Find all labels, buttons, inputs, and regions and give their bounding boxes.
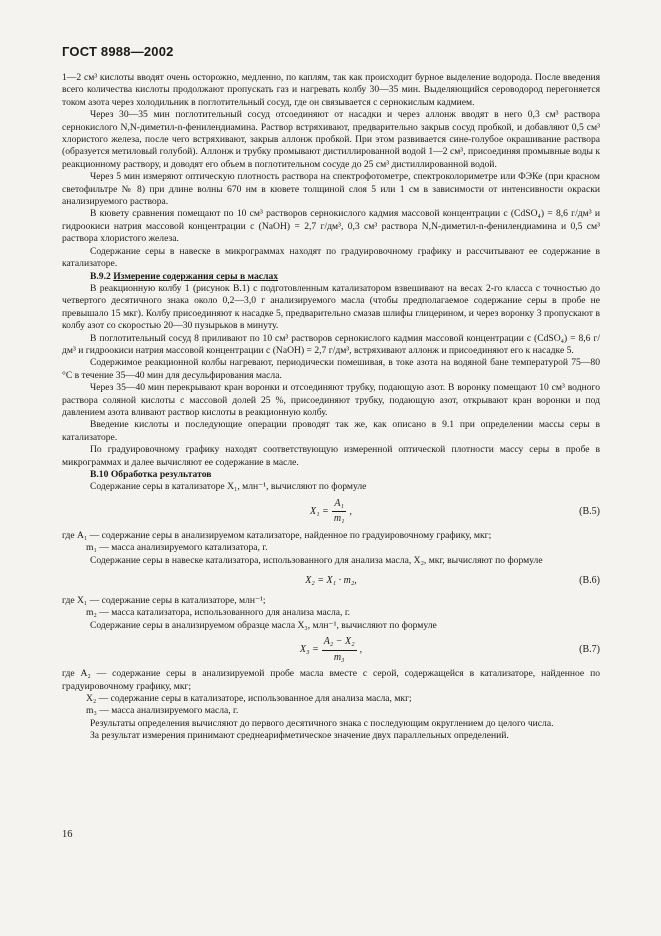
section-number: В.9.2: [90, 270, 111, 282]
paragraph: За результат измерения принимают среднеарифметическое значение двух параллельных определений.: [90, 730, 509, 742]
paragraph: В кювету сравнения помещают по 10 см³ растворов сернокислого кадмия массовой концентрации c (CdSO₄) = 8,6 г/дм³ и гидроокиси натрия массовой концентрации c (NaOH) = 2,7 г/дм³, 0,3 см³ раствора N,N-диметил-n-фенилендиамина и 0,5 см³ раствора хлористого железа.: [62, 208, 600, 245]
paragraph: Введение кислоты и последующие операции проводят так же, как описано в 9.1 при определении массы серы в катализаторе.: [62, 419, 600, 443]
formula-fraction: [332, 498, 347, 526]
formula-explanation: m₁ — масса анализируемого катализатора, г.: [86, 542, 268, 554]
fraction-numerator: A₁: [332, 498, 346, 512]
formula-b7: [62, 632, 600, 668]
formula-number: (В.6): [579, 574, 600, 586]
formula-lhs: X₃ =: [299, 644, 319, 656]
formula-tail: ,: [359, 644, 363, 656]
paragraph: По градуировочному графику находят соответствующую измеренной оптической плотности массу серы в пробе в микрограммах и далее вычисляют ее содержание в масле.: [62, 444, 600, 468]
formula-explanation: m₂ — масса катализатора, использованного для анализа масла, г.: [86, 607, 351, 619]
formula-explanation: m₃ — масса анализируемого масла, г.: [86, 705, 239, 717]
fraction-numerator: A₂ − X₂: [322, 636, 357, 650]
formula-fraction: [322, 636, 357, 664]
formula-lhs: X₁ =: [309, 505, 329, 517]
paragraph: Через 5 мин измеряют оптическую плотность раствора на спектрофотометре, спектроколориметре или ФЭКе (при красном светофильтре № 8) при длине волны 670 нм в кювете толщиной слоя 5 или 1 см в зависимости от интенсивности окраски анализируемого раствора.: [62, 171, 600, 208]
section-title: Измерение содержания серы в маслах: [113, 270, 279, 282]
formula-explanation: X₂ — содержание серы в катализаторе, использованное для анализа масла, мкг;: [86, 693, 412, 705]
section-heading: [62, 271, 600, 283]
formula-explanation: где X₁ — содержание серы в катализаторе, млн⁻¹;: [62, 595, 266, 607]
paragraph: Содержание серы в навеске в микрограммах находят по градуировочному графику и рассчитывают ее содержание в катализаторе.: [62, 245, 600, 270]
paragraph: В реакционную колбу 1 (рисунок В.1) с подготовленным катализатором взвешивают на весах 2-го класса с точностью до четвертого десятичного знака около 0,2—3,0 г анализируемого масла (чтобы предполагаемое содержание серы в пробе не превышало 15 мкг). Колбу присоединяют к насадке 5, предварительно смазав шлифы глицерином, и через воронку 3 пропускают в колбу азот со скоростью 20—30 пузырьков в минуту.: [62, 282, 600, 332]
section-title: Обработка результатов: [110, 469, 212, 480]
paragraph: Содержимое реакционной колбы нагревают, периодически помешивая, в токе азота на водяной бане температурой 75—80 °С в течение 35—40 мин для десульфирования масла.: [62, 357, 600, 381]
formula-number: (В.5): [579, 505, 600, 517]
fraction-denominator: m₁: [333, 513, 345, 525]
section-number: В.10: [90, 469, 109, 480]
formula-explanation: где A₂ — содержание серы в анализируемой пробе масла вместе с серой, содержащейся в катализаторе, найденное по градуировочному графику, мкг;: [62, 668, 600, 692]
document-body: [62, 72, 600, 743]
paragraph: Через 30—35 мин поглотительный сосуд отсоединяют от насадки и через аллонж вводят в него 0,3 см³ раствора сернокислого N,N-диметил-n-фенилендиамина. Раствор встряхивают, предварительно закрыв сосуд пробкой, и добавляют 0,5 см³ хлористого железа, после чего встряхивают, закрыв аллонж пробкой. При этом развивается сине-голубое окрашивание раствора (образуется метиловый голубой). Аллонж и трубку промывают дистиллированной водой 1—2 см³, присоединяя промывные воды к реакционному раствору, и доводят его объем в поглотительном сосуде до 25 см³ дистиллированной водой.: [62, 109, 600, 170]
section-heading: [62, 469, 600, 481]
fraction-denominator: m₃: [333, 651, 345, 663]
page-number: 16: [62, 829, 73, 840]
formula-number: (В.7): [579, 644, 600, 656]
paragraph: 1—2 см³ кислоты вводят очень осторожно, медленно, по каплям, так как происходит бурное выделение водорода. После введения всего количества кислоты продолжают пропускать газ и нагревать колбу 30—35 мин. Выделяющийся сероводород перегоняется током азота через холодильник в поглотительный сосуд, где он связывается с сернокислым кадмием.: [62, 72, 600, 108]
paragraph: Содержание серы в катализаторе X₁, млн⁻¹, вычисляют по формуле: [90, 481, 367, 493]
formula-b6: [62, 567, 600, 595]
formula-expression: X₂ = X₁ · m₂,: [305, 574, 357, 586]
formula-tail: ,: [349, 505, 353, 517]
paragraph: Содержание серы в анализируемом образце масла X₃, млн⁻¹, вычисляют по формуле: [90, 619, 437, 631]
paragraph: Результаты определения вычисляют до первого десятичного знака с последующим округлением до целого числа.: [90, 717, 554, 729]
formula-b5: [62, 494, 600, 530]
formula-explanation: где A₁ — содержание серы в анализируемом катализаторе, найденное по градуировочному графику, мкг;: [62, 529, 492, 541]
paragraph: Содержание серы в навеске катализатора, использованного для анализа масла, X₂, мкг, вычисляют по формуле: [90, 554, 543, 566]
paragraph: В поглотительный сосуд 8 приливают по 10 см³ растворов сернокислого кадмия массовой концентрации c (CdSO₄) = 8,6 г/дм³ и гидроокиси натрия массовой концентрации c (NaOH) = 2,7 г/дм³, встряхивают аллонж и присоединяют его к насадке 5.: [62, 332, 600, 356]
standard-header: ГОСТ 8988—2002: [62, 44, 174, 59]
paragraph: Через 35—40 мин перекрывают кран воронки и отсоединяют трубку, подающую азот. В воронку помещают 10 см³ водного раствора соляной кислоты с массовой долей 25 %, присоединяют трубку, подающую азот, открывают кран воронки и под давлением азота вливают раствор кислоты в реакционную колбу.: [62, 382, 600, 418]
